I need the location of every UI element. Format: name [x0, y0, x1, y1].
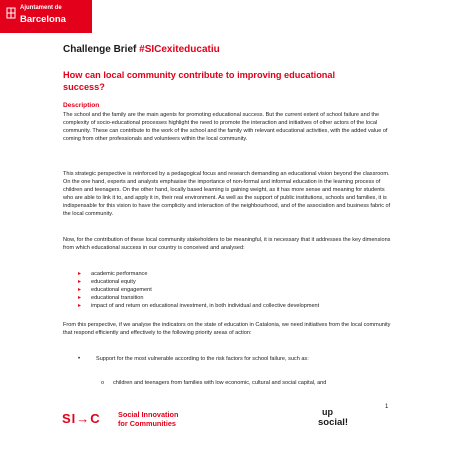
upsocial-logo — [318, 405, 366, 429]
logo-text-line2: Barcelona — [20, 14, 66, 25]
list-item: ▸ academic performance — [78, 271, 148, 277]
upsocial-logo-line2: social! — [318, 417, 349, 428]
page-number: 1 — [385, 404, 389, 410]
barcelona-emblem-icon — [6, 7, 16, 19]
title-hashtag: #SICexiteducatiu — [139, 44, 220, 55]
bullet-icon: ▸ — [78, 303, 82, 310]
challenge-question: How can local community contribute to improving educational success? — [63, 70, 336, 92]
list-item: ▸ educational engagement — [78, 287, 152, 294]
bullet-dot-icon: • — [78, 356, 81, 362]
page-title — [63, 44, 220, 55]
logo-text-line1: Ajuntament de — [20, 5, 62, 11]
priority-item: • Support for the most vulnerable according to the risk factors for school failure, such as: — [78, 356, 309, 362]
paragraph-3: Now, for the contribution of these local community stakeholders to be meaningful, it is necessary that it addresses the key dimensions from which educational success in our country is conceived and analysed: — [63, 237, 391, 252]
paragraph-1: The school and the family are the main agents for promoting educational success. But the current extent of school failure and the complexity of socio-educational processes highlight the need to promote the interaction and initiatives of other actors of the local community. These can contribute to the work of the school and the family with relevant educational activities, with the added value of coming from other professionals and volunteers within the local community. — [63, 112, 388, 143]
paragraph-2: This strategic perspective is reinforced by a pedagogical focus and research demanding an educational vision beyond the classroom. On the one hand, experts and analysts emphasise the importance of non-formal and informal education in the learning process of children and teenagers. On the other hand, locally based learning is gaining weight, as it has more sense and meaning for students who are able to link it to, and apply it in, their real environment. As well as the support of public institutions, schools and families, it is indispensable for this vision to have the complicity and interaction of the neighbourhood, and of the association and business fabric of the local community. — [63, 171, 391, 218]
header-bar — [0, 0, 453, 33]
priority-subitem: o children and teenagers from families with low economic, cultural and social capital, and — [101, 380, 327, 386]
upsocial-logo-line1: up — [322, 407, 333, 417]
barcelona-logo — [0, 0, 92, 33]
dimensions-list — [78, 270, 378, 310]
paragraph-4: From this perspective, if we analyse the indicators on the state of education in Catalonia, we need initiatives from the local community that respond efficiently and effectively to the following priority areas of action: — [63, 322, 391, 337]
list-item: ▸ educational transition — [78, 295, 144, 302]
title-prefix: Challenge Brief — [63, 44, 140, 55]
sic-logo-text: Social Innovation for Communities — [118, 410, 179, 428]
bullet-icon: ▸ — [78, 287, 82, 294]
list-item: ▸ impact of and return on educational investment, in both individual and collective development — [78, 303, 320, 310]
bullet-icon: ▸ — [78, 271, 82, 277]
bullet-icon: ▸ — [78, 295, 82, 302]
section-heading-description: Description — [63, 102, 100, 109]
bullet-icon: ▸ — [78, 279, 82, 286]
circle-bullet-icon: o — [101, 380, 105, 386]
sic-logo: SI→C — [62, 411, 101, 426]
list-item: ▸ educational equity — [78, 279, 136, 286]
